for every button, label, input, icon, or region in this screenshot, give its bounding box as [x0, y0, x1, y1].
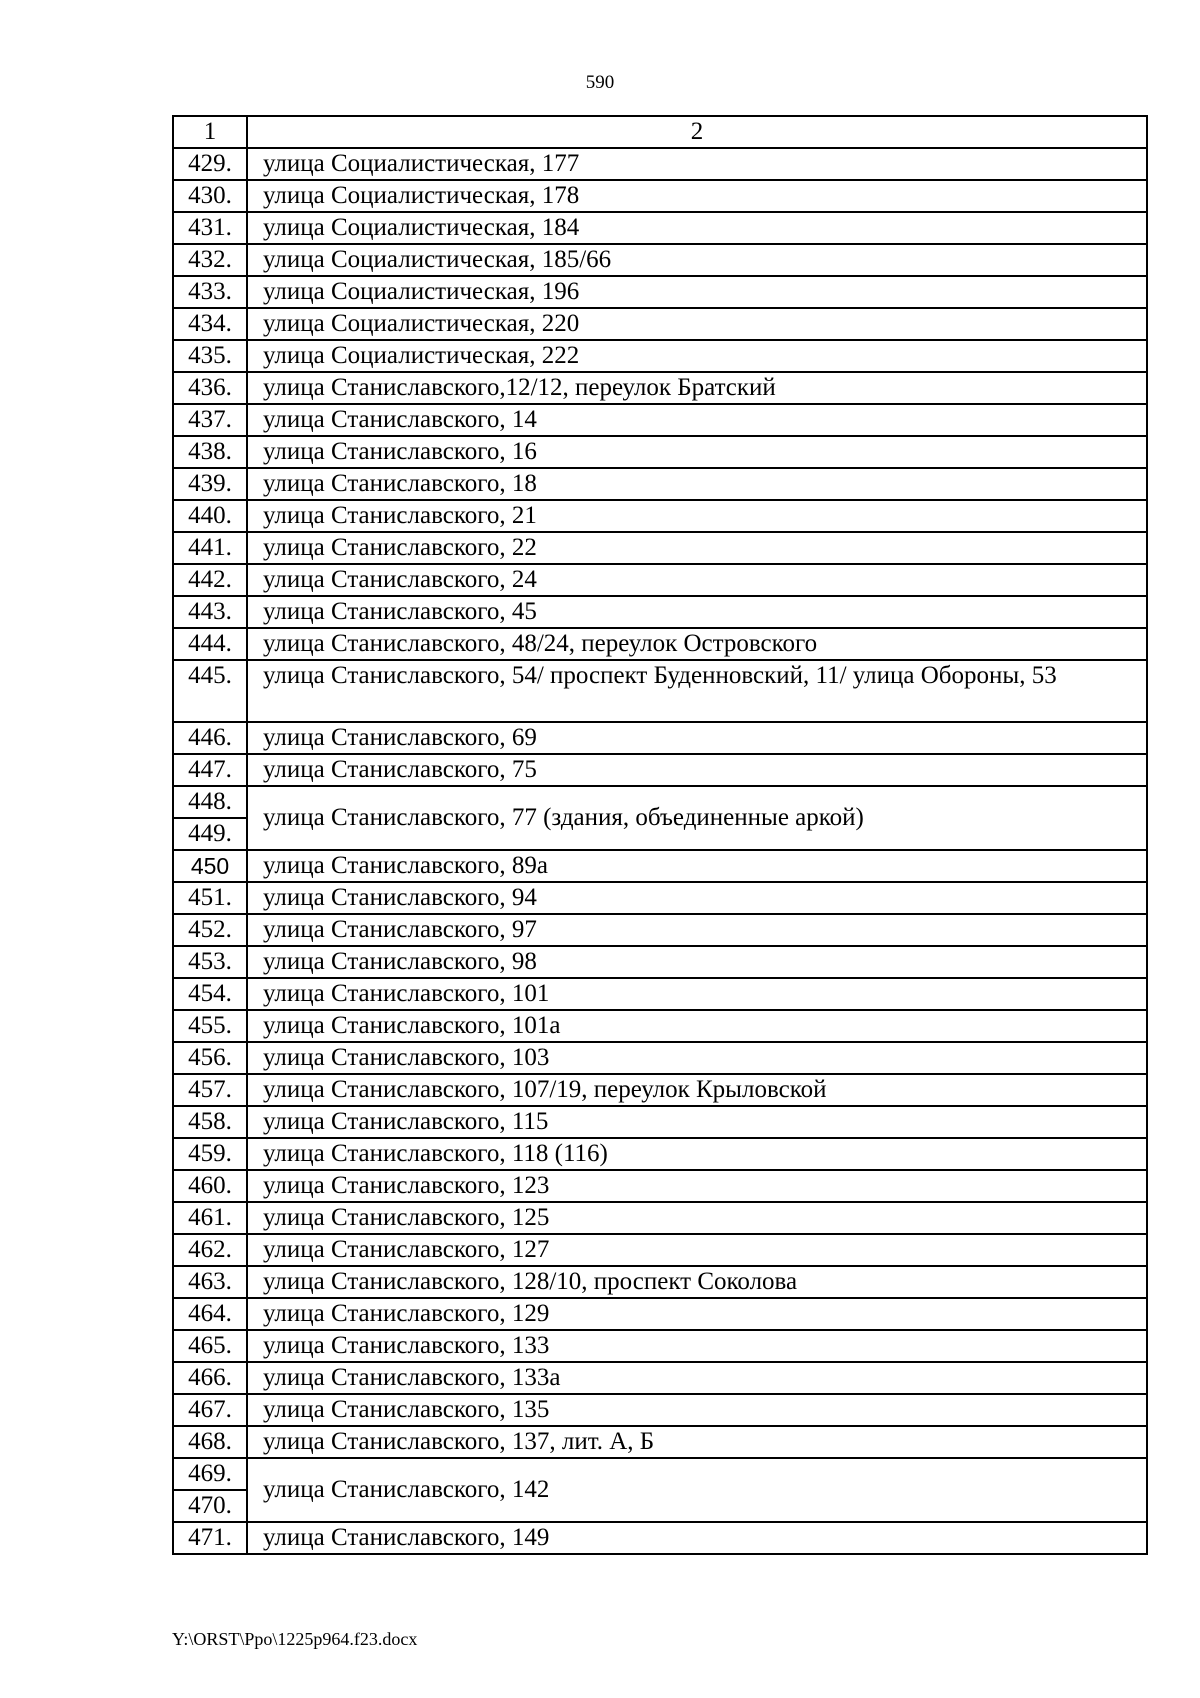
row-address: улица Станиславского, 98 [247, 946, 1147, 978]
table-row [173, 404, 1147, 436]
row-address: улица Станиславского, 103 [247, 1042, 1147, 1074]
row-address: улица Станиславского, 16 [247, 436, 1147, 468]
row-address: улица Станиславского, 54/ проспект Буденновский, 11/ улица Обороны, 53 [247, 660, 1147, 722]
table-row [173, 212, 1147, 244]
row-number: 460. [173, 1170, 247, 1202]
table-row [173, 1298, 1147, 1330]
row-address: улица Социалистическая, 222 [247, 340, 1147, 372]
row-number: 468. [173, 1426, 247, 1458]
row-number: 453. [173, 946, 247, 978]
row-number: 462. [173, 1234, 247, 1266]
row-address: улица Социалистическая, 185/66 [247, 244, 1147, 276]
table-row [173, 1202, 1147, 1234]
row-number: 464. [173, 1298, 247, 1330]
table-row [173, 1170, 1147, 1202]
row-number: 433. [173, 276, 247, 308]
row-address: улица Станиславского, 135 [247, 1394, 1147, 1426]
table-row [173, 1010, 1147, 1042]
table-row [173, 1362, 1147, 1394]
row-address: улица Станиславского, 22 [247, 532, 1147, 564]
row-address: улица Станиславского, 142 [247, 1458, 1147, 1522]
row-number: 458. [173, 1106, 247, 1138]
table-row [173, 276, 1147, 308]
row-address: улица Социалистическая, 177 [247, 148, 1147, 180]
row-address: улица Социалистическая, 196 [247, 276, 1147, 308]
row-address: улица Станиславского, 18 [247, 468, 1147, 500]
table-row [173, 436, 1147, 468]
column-header-1: 1 [173, 116, 247, 148]
row-address: улица Станиславского, 97 [247, 914, 1147, 946]
table-row [173, 1426, 1147, 1458]
row-number: 463. [173, 1266, 247, 1298]
row-number: 437. [173, 404, 247, 436]
row-number: 430. [173, 180, 247, 212]
address-table [172, 115, 1148, 1555]
row-address: улица Станиславского, 48/24, переулок Островского [247, 628, 1147, 660]
row-address: улица Станиславского, 101 [247, 978, 1147, 1010]
table-row [173, 722, 1147, 754]
table-row [173, 340, 1147, 372]
table-row [173, 372, 1147, 404]
row-address: улица Станиславского, 129 [247, 1298, 1147, 1330]
row-address: улица Станиславского, 69 [247, 722, 1147, 754]
row-address: улица Станиславского, 137, лит. А, Б [247, 1426, 1147, 1458]
table-row [173, 564, 1147, 596]
row-address: улица Станиславского, 118 (116) [247, 1138, 1147, 1170]
row-number: 470. [173, 1490, 247, 1522]
row-address: улица Станиславского, 107/19, переулок Крыловской [247, 1074, 1147, 1106]
column-header-2: 2 [247, 116, 1147, 148]
table-row [173, 180, 1147, 212]
table-row [173, 754, 1147, 786]
table-row [173, 978, 1147, 1010]
table-row [173, 1330, 1147, 1362]
row-number: 466. [173, 1362, 247, 1394]
table-row [173, 308, 1147, 340]
row-number: 444. [173, 628, 247, 660]
row-address: улица Станиславского, 125 [247, 1202, 1147, 1234]
table-row [173, 148, 1147, 180]
row-address: улица Станиславского, 128/10, проспект Соколова [247, 1266, 1147, 1298]
row-address: улица Станиславского, 127 [247, 1234, 1147, 1266]
table-row [173, 1234, 1147, 1266]
table-row [173, 946, 1147, 978]
row-address: улица Социалистическая, 184 [247, 212, 1147, 244]
table-row [173, 628, 1147, 660]
row-number: 434. [173, 308, 247, 340]
row-number: 429. [173, 148, 247, 180]
table-row [173, 660, 1147, 722]
table-row [173, 1266, 1147, 1298]
row-number: 440. [173, 500, 247, 532]
row-address: улица Станиславского, 149 [247, 1522, 1147, 1554]
row-address: улица Станиславского, 89а [247, 850, 1147, 882]
row-number: 454. [173, 978, 247, 1010]
table-header-row [173, 116, 1147, 148]
row-number: 471. [173, 1522, 247, 1554]
table-row [173, 882, 1147, 914]
table-row [173, 1138, 1147, 1170]
row-number: 435. [173, 340, 247, 372]
table-row [173, 244, 1147, 276]
table-row [173, 1458, 1147, 1490]
table-row [173, 1074, 1147, 1106]
row-address: улица Станиславского, 94 [247, 882, 1147, 914]
row-number: 446. [173, 722, 247, 754]
row-address: улица Станиславского, 45 [247, 596, 1147, 628]
row-number: 441. [173, 532, 247, 564]
row-number: 431. [173, 212, 247, 244]
table-row [173, 786, 1147, 818]
page-number: 590 [585, 72, 615, 93]
row-number: 456. [173, 1042, 247, 1074]
row-number: 448. [173, 786, 247, 818]
row-number: 467. [173, 1394, 247, 1426]
row-number: 442. [173, 564, 247, 596]
row-number: 450 [173, 850, 247, 882]
row-address: улица Станиславского, 77 (здания, объединенные аркой) [247, 786, 1147, 850]
row-number: 451. [173, 882, 247, 914]
row-number: 438. [173, 436, 247, 468]
row-number: 439. [173, 468, 247, 500]
row-address: улица Станиславского, 75 [247, 754, 1147, 786]
row-address: улица Станиславского, 123 [247, 1170, 1147, 1202]
table-row [173, 1106, 1147, 1138]
row-number: 432. [173, 244, 247, 276]
table-row [173, 850, 1147, 882]
row-number: 452. [173, 914, 247, 946]
row-number: 455. [173, 1010, 247, 1042]
table-row [173, 1394, 1147, 1426]
row-number: 465. [173, 1330, 247, 1362]
row-number: 469. [173, 1458, 247, 1490]
table-row [173, 596, 1147, 628]
row-address: улица Станиславского, 133 [247, 1330, 1147, 1362]
row-number: 443. [173, 596, 247, 628]
table-row [173, 1522, 1147, 1554]
row-address: улица Социалистическая, 220 [247, 308, 1147, 340]
row-number: 459. [173, 1138, 247, 1170]
row-number: 436. [173, 372, 247, 404]
row-address: улица Социалистическая, 178 [247, 180, 1147, 212]
row-address: улица Станиславского, 133а [247, 1362, 1147, 1394]
row-address: улица Станиславского, 101а [247, 1010, 1147, 1042]
row-number: 447. [173, 754, 247, 786]
row-address: улица Станиславского, 24 [247, 564, 1147, 596]
footer-file-path: Y:\ORST\Ppo\1225p964.f23.docx [172, 1629, 418, 1649]
table-row [173, 500, 1147, 532]
table-row [173, 914, 1147, 946]
row-address: улица Станиславского,12/12, переулок Братский [247, 372, 1147, 404]
row-number: 445. [173, 660, 247, 722]
table-row [173, 532, 1147, 564]
row-address: улица Станиславского, 115 [247, 1106, 1147, 1138]
row-number: 461. [173, 1202, 247, 1234]
row-number: 457. [173, 1074, 247, 1106]
table-row [173, 1042, 1147, 1074]
table-row [173, 468, 1147, 500]
row-number: 449. [173, 818, 247, 850]
row-address: улица Станиславского, 14 [247, 404, 1147, 436]
row-address: улица Станиславского, 21 [247, 500, 1147, 532]
